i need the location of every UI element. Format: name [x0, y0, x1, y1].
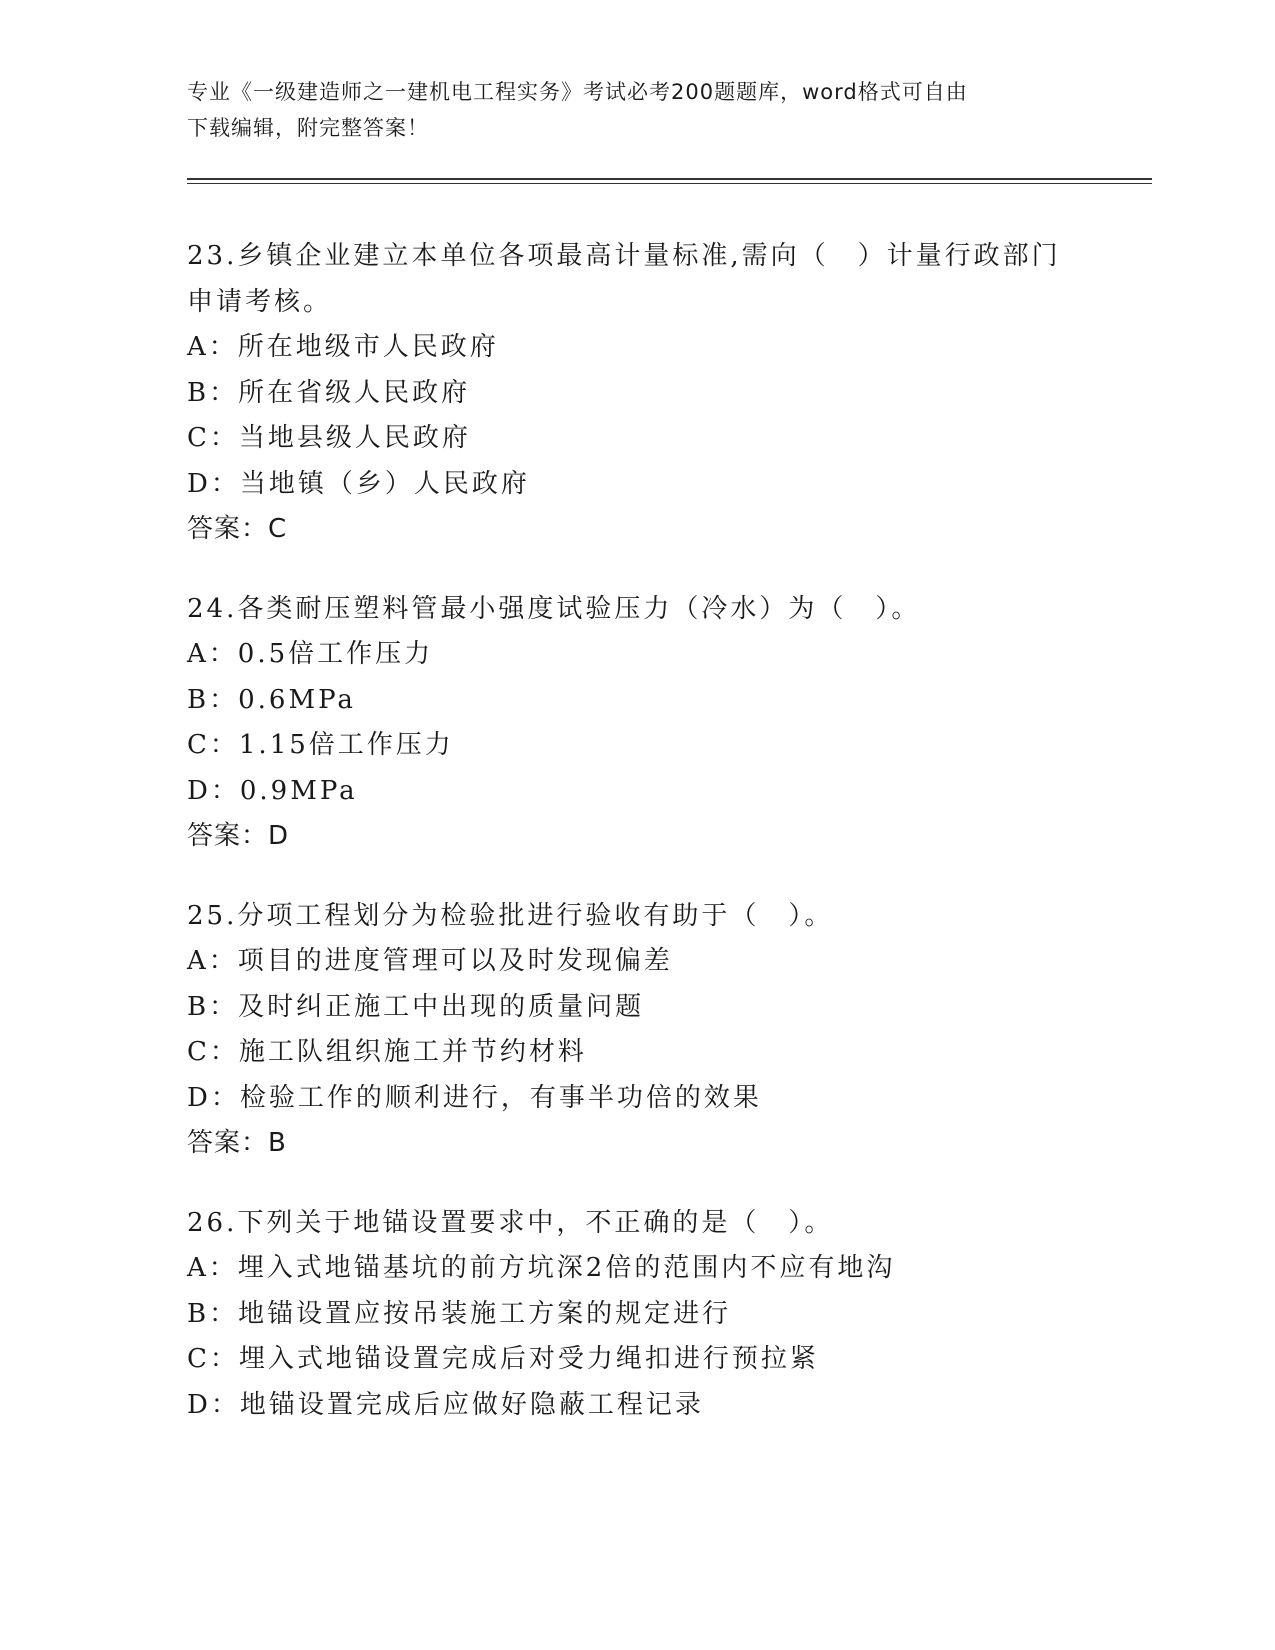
- answer-line: 答案：B: [187, 1128, 287, 1158]
- question-stem: 26.下列关于地锚设置要求中，不正确的是（ ）。: [187, 1207, 834, 1238]
- option-d: D：0.9MPa: [187, 775, 358, 806]
- question-25: [187, 894, 1147, 1167]
- question-stem: 24.各类耐压塑料管最小强度试验压力（冷水）为（ ）。: [187, 593, 921, 624]
- header-divider-bottom: [187, 183, 1152, 184]
- question-list: [187, 234, 1147, 1462]
- option-a: A：埋入式地锚基坑的前方坑深2倍的范围内不应有地沟: [187, 1253, 896, 1283]
- answer-line: 答案：D: [187, 821, 290, 851]
- option-d: D：当地镇（乡）人民政府: [187, 468, 530, 499]
- question-23: [187, 234, 1147, 553]
- option-c: C：施工队组织施工并节约材料: [187, 1037, 587, 1067]
- question-stem: 25.分项工程划分为检验批进行验收有助于（ ）。: [187, 900, 834, 931]
- answer-line: 答案：C: [187, 514, 288, 544]
- option-c: C：当地县级人民政府: [187, 423, 471, 453]
- header-divider-top: [187, 178, 1152, 180]
- option-a: A：项目的进度管理可以及时发现偏差: [187, 946, 673, 976]
- header-line-1: 专业《一级建造师之一建机电工程实务》考试必考200题题库，word格式可自由: [187, 80, 968, 104]
- question-stem-continued: 申请考核。: [187, 286, 333, 317]
- option-b: B：及时纠正施工中出现的质量问题: [187, 991, 645, 1022]
- option-b: B：地锚设置应按吊装施工方案的规定进行: [187, 1298, 732, 1329]
- question-26: [187, 1201, 1147, 1429]
- header-line-2: 下载编辑，附完整答案！: [187, 116, 429, 140]
- option-a: A：所在地级市人民政府: [187, 332, 499, 362]
- document-header: [187, 74, 1067, 146]
- option-c: C：埋入式地锚设置完成后对受力绳扣进行预拉紧: [187, 1344, 819, 1374]
- option-a: A：0.5倍工作压力: [187, 639, 434, 669]
- question-24: [187, 587, 1147, 860]
- option-b: B：0.6MPa: [187, 684, 356, 715]
- option-d: D：地锚设置完成后应做好隐蔽工程记录: [187, 1389, 704, 1420]
- option-d: D：检验工作的顺利进行，有事半功倍的效果: [187, 1082, 762, 1113]
- option-c: C：1.15倍工作压力: [187, 730, 454, 760]
- question-stem: 23.乡镇企业建立本单位各项最高计量标准,需向（ ）计量行政部门: [187, 241, 1061, 271]
- option-b: B：所在省级人民政府: [187, 377, 471, 408]
